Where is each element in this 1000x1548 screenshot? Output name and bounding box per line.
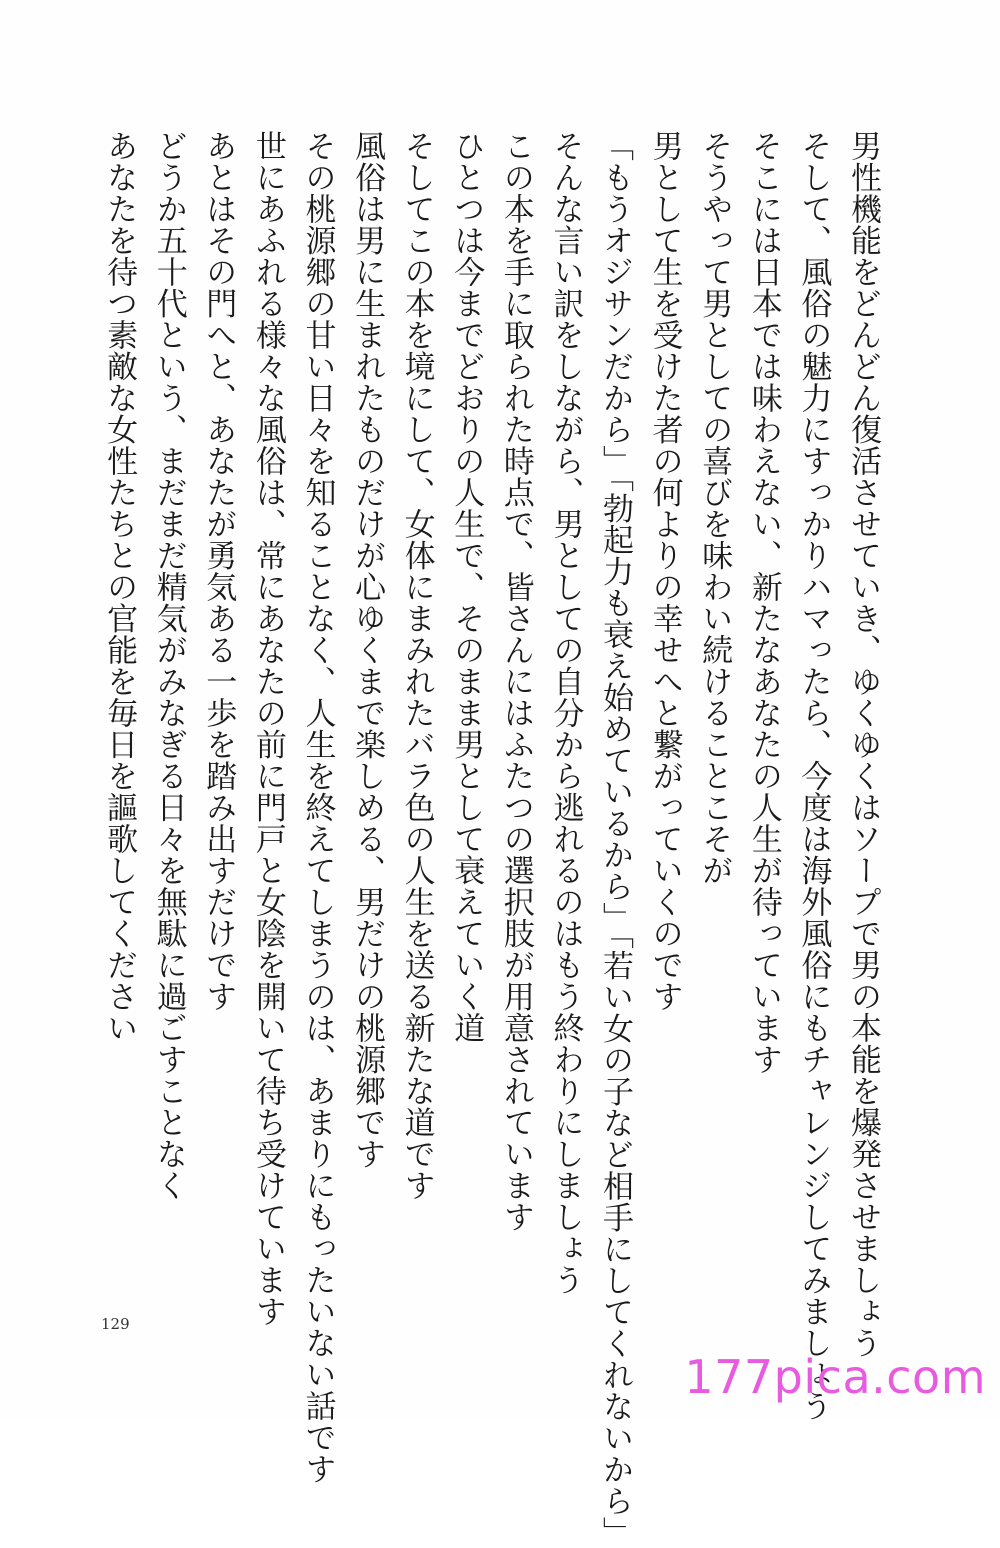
- text-line: そこには日本では味わえない、新たなあなたの人生が待っています: [745, 130, 782, 1075]
- text-line: 男として生を受けた者の何よりの幸せへと繋がっていくのです: [646, 130, 683, 1012]
- text-line: 世にあふれる様々な風俗は、常にあなたの前に門戸と女陰を開いて待ち受けています: [249, 130, 286, 1327]
- text-line: その桃源郷の甘い日々を知ることなく、人生を終えてしまうのは、あまりにもったいない話です: [299, 130, 336, 1485]
- text-line: ひとつは今までどおりの人生で、そのまま男として衰えていく道: [448, 130, 485, 1044]
- text-line: そんな言い訳をしながら、男としての自分から逃れるのはもう終わりにしましょう: [547, 130, 584, 1296]
- text-line: そして、風俗の魅力にすっかりハマったら、今度は海外風俗にもチャレンジしてみましょう: [795, 130, 832, 1422]
- text-line: 男性機能をどんどん復活させていき、ゆくゆくはソープで男の本能を爆発させましょう: [845, 130, 881, 1359]
- text-line: この本を手に取られた時点で、皆さんにはふたつの選択肢が用意されています: [497, 130, 534, 1233]
- text-line: そうやって男としての喜びを味わい続けることこそが: [696, 130, 733, 886]
- text-line: あとはその門へと、あなたが勇気ある一歩を踏み出すだけです: [200, 130, 237, 1012]
- text-line: 風俗は男に生まれたものだけが心ゆくまで楽しめる、男だけの桃源郷です: [349, 130, 386, 1170]
- text-line: そしてこの本を境にして、女体にまみれたバラ色の人生を送る新たな道です: [398, 130, 435, 1201]
- text-line: あなたを待つ素敵な女性たちとの官能を毎日を謳歌してください: [101, 130, 138, 1044]
- watermark: 177pica.com: [684, 1350, 986, 1404]
- text-line: 「もうオジサンだから」「勃起力も衰え始めているから」「若い女の子など相手にしてくれないから」: [597, 130, 634, 1548]
- text-line: どうか五十代という、まだまだ精気がみなぎる日々を無駄に過ごすことなく: [150, 130, 187, 1201]
- page-number: 129: [101, 1315, 130, 1333]
